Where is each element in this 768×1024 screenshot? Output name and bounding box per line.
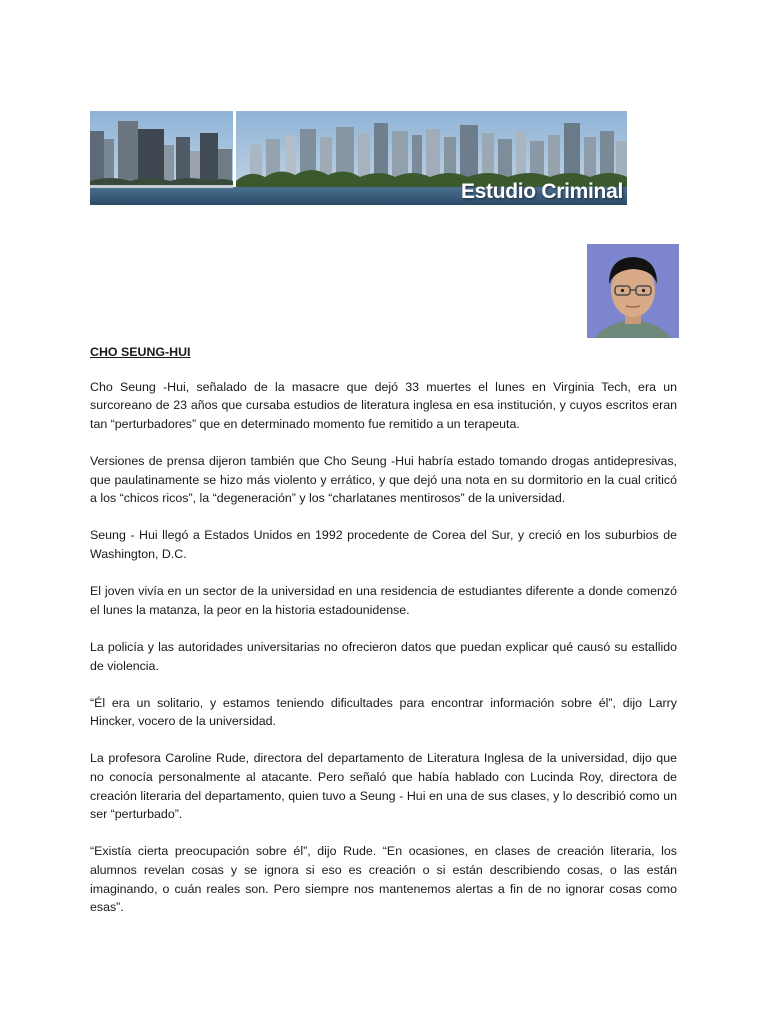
paragraph: “Él era un solitario, y estamos teniendo dificultades para encontrar información sobre él”, dijo Larry Hincker, vocero de la universidad. — [90, 695, 677, 729]
paragraph: La policía y las autoridades universitarias no ofrecieron datos que puedan explicar qué causó su estallido de violencia. — [90, 639, 677, 673]
paragraph: Versiones de prensa dijeron también que Cho Seung -Hui habría estado tomando drogas antidepresivas, que paulatinamente se hizo más violento y errático, y que dejó una nota en su dormitorio en la cual criticó a los “chicos ricos”, la “degeneración” y los “charlatanes mentirosos” de la universidad. — [90, 453, 677, 506]
article-heading: CHO SEUNG-HUI — [90, 345, 191, 359]
article — [90, 343, 677, 935]
paragraph: Cho Seung -Hui, señalado de la masacre que dejó 33 muertes el lunes en Virginia Tech, era un surcoreano de 23 años que cursaba estudios de literatura inglesa en esa institución, y cuyos escritos eran tan “perturbadores” que en determinado momento fue remitido a un terapeuta. — [90, 379, 677, 431]
portrait-photo — [587, 244, 679, 338]
paragraph: Seung - Hui llegó a Estados Unidos en 1992 procedente de Corea del Sur, y creció en los suburbios de Washington, D.C. — [90, 528, 677, 561]
banner-title: Estudio Criminal — [460, 180, 623, 203]
paragraph: La profesora Caroline Rude, directora del departamento de Literatura Inglesa de la universidad, dijo que no conocía personalmente al atacante. Pero señaló que había hablado con Lucinda Roy, directora de creación literaria del departamento, quien tuvo a Seung - Hui en una de sus clases, y lo describió como un ser “perturbado”. — [90, 751, 677, 822]
paragraph: El joven vivía en un sector de la universidad en una residencia de estudiantes diferente a donde comenzó el lunes la matanza, la peor en la historia estadounidense. — [90, 584, 677, 617]
paragraph: “Existía cierta preocupación sobre él”, dijo Rude. “En ocasiones, en clases de creación literaria, los alumnos revelan cosas y se ignora si eso es creación o si están describiendo cosas, o las están imaginando, o cuán reales son. Pero siempre nos mantenemos alertas a fin de no ignorar cosas como esas”. — [90, 844, 677, 915]
header-banner — [90, 111, 627, 205]
